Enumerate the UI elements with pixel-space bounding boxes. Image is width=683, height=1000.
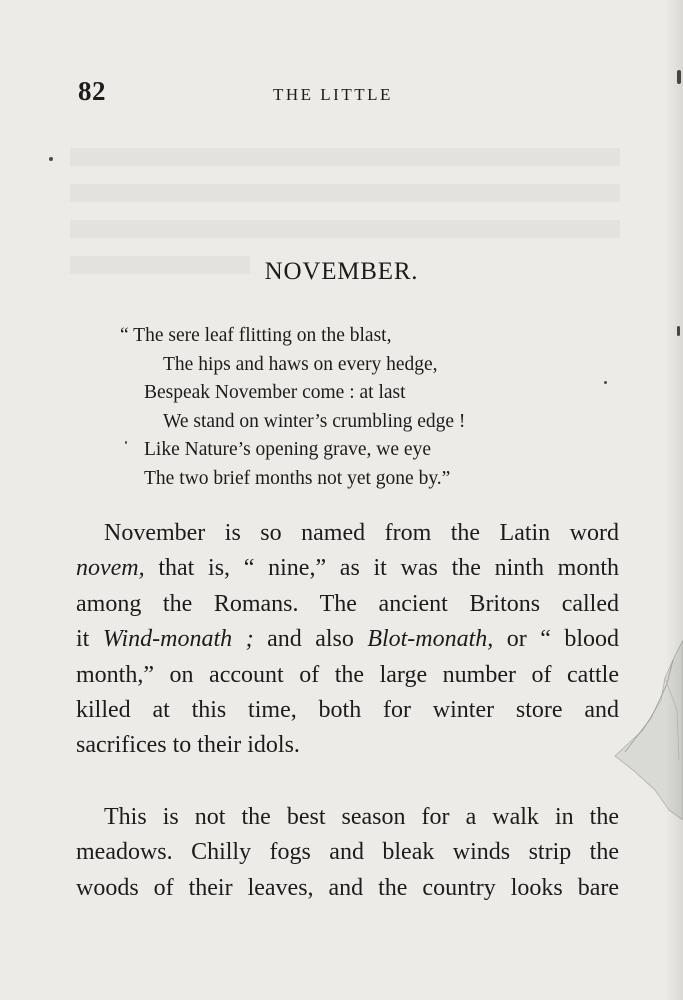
ink-speck bbox=[604, 381, 607, 384]
page-edge-shadow bbox=[665, 0, 683, 1000]
paragraph-text: and also bbox=[253, 626, 368, 653]
ink-speck bbox=[49, 157, 53, 161]
paragraph-line: woods of their leaves, and the country looks bare bbox=[76, 874, 619, 901]
epigraph-poem bbox=[120, 322, 590, 494]
paragraph-line: among the Romans. The ancient Britons called bbox=[76, 590, 619, 617]
poem-line: “ The sere leaf flitting on the blast, bbox=[120, 325, 392, 346]
paragraph-text: or “ blood bbox=[493, 626, 620, 653]
poem-line: The two brief months not yet gone by.” bbox=[144, 467, 451, 489]
paragraph-text: it bbox=[76, 626, 103, 653]
poem-line: The hips and haws on every hedge, bbox=[163, 353, 438, 375]
paragraph bbox=[76, 800, 619, 906]
bleed-through-line bbox=[70, 148, 620, 166]
saxon-term: Blot-monath, bbox=[367, 626, 494, 653]
saxon-term: Wind-monath ; bbox=[102, 626, 254, 653]
poem-line: We stand on winter’s crumbling edge ! bbox=[163, 410, 466, 432]
paragraph-line: month,” on account of the large number of cattle bbox=[76, 661, 619, 688]
paragraph-line: November is so named from the Latin word bbox=[104, 520, 619, 546]
poem-line: Bespeak November come : at last bbox=[144, 382, 406, 404]
paragraph-line: sacrifices to their idols. bbox=[76, 732, 300, 759]
page-number: 82 bbox=[78, 76, 106, 106]
paragraph-line: This is not the best season for a walk in the bbox=[104, 804, 619, 830]
paragraph-text: that is, “ nine,” as it was the ninth month bbox=[144, 555, 619, 582]
bleed-through-line bbox=[70, 184, 620, 202]
ink-speck bbox=[125, 441, 127, 444]
running-head: THE LITTLE bbox=[273, 85, 393, 104]
bleed-through-line bbox=[70, 220, 620, 238]
paragraph-line bbox=[76, 622, 619, 657]
paragraph-line: meadows. Chilly fogs and bleak winds strip the bbox=[76, 839, 619, 866]
paragraph bbox=[76, 516, 619, 764]
paragraph-line: killed at this time, both for winter store and bbox=[76, 696, 619, 723]
chapter-title: NOVEMBER. bbox=[264, 258, 419, 285]
paragraph-line bbox=[76, 551, 619, 586]
page-header bbox=[74, 76, 619, 112]
latin-word: novem, bbox=[76, 555, 145, 582]
poem-line: Like Nature’s opening grave, we eye bbox=[144, 439, 431, 461]
